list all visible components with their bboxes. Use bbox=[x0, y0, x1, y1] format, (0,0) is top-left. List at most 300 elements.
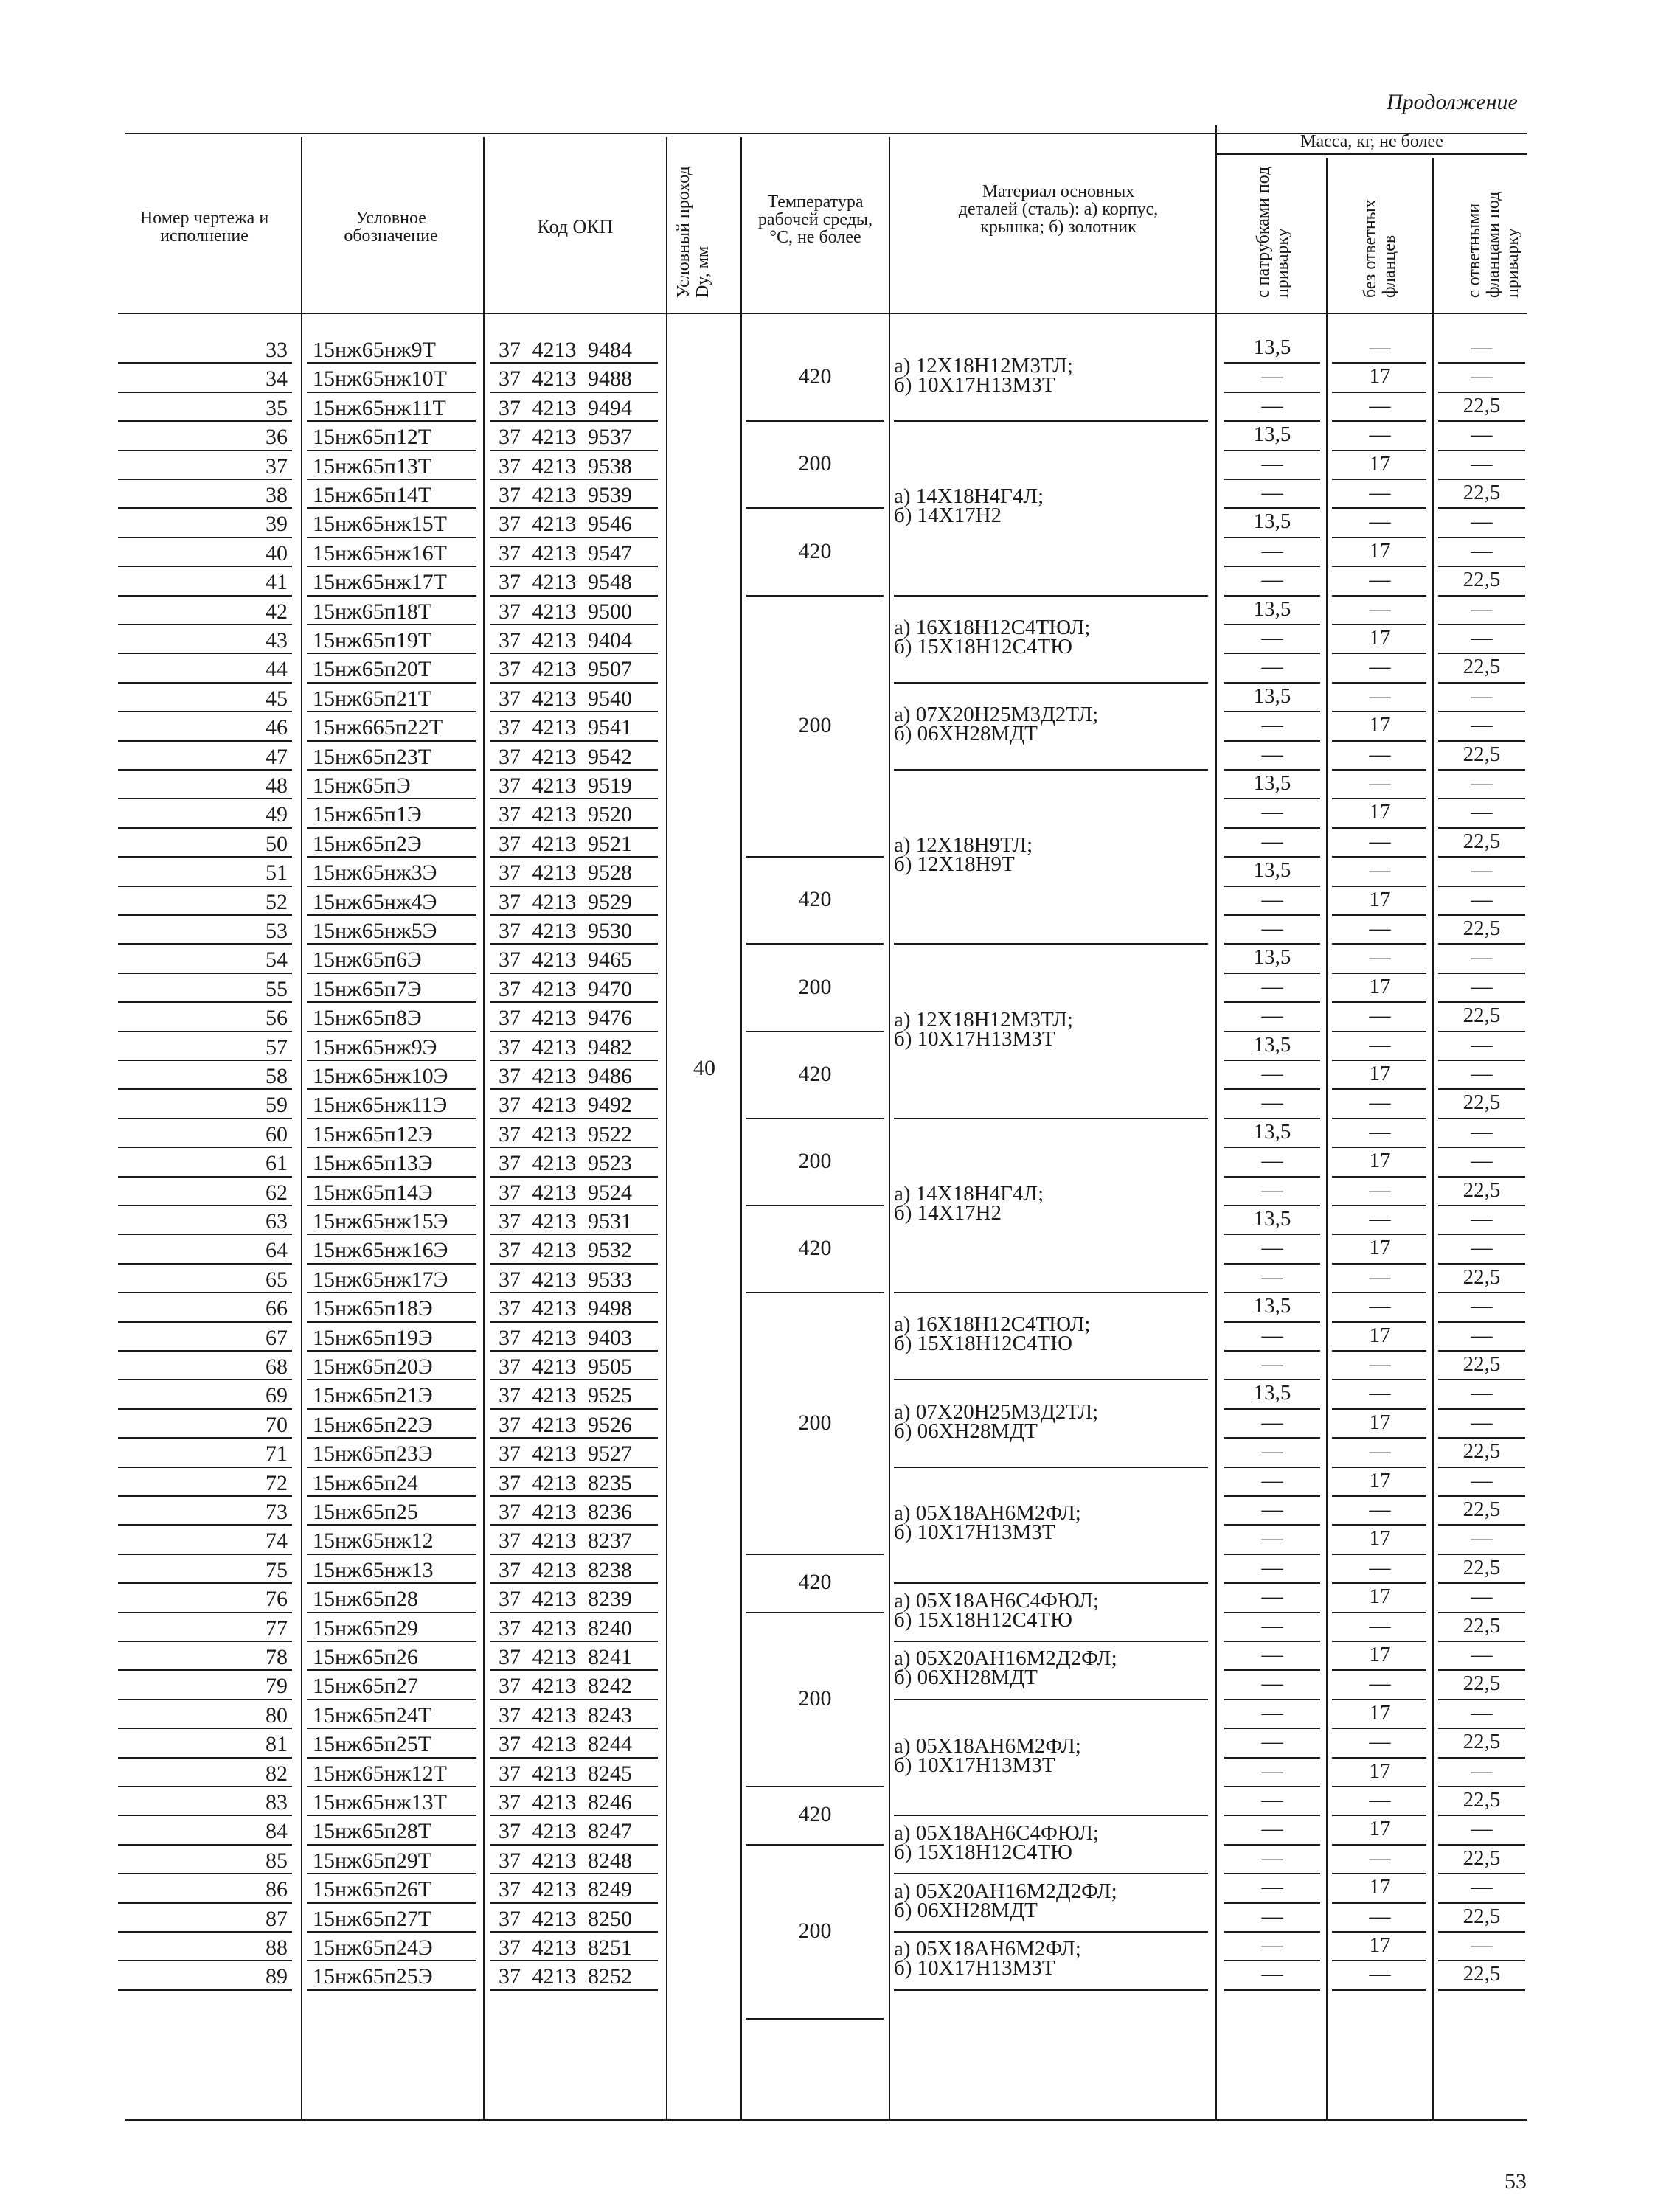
row-rule bbox=[307, 1031, 476, 1032]
mass-weld-value: — bbox=[1261, 829, 1283, 853]
row-designation: 15нж65нж17Т bbox=[313, 570, 447, 595]
material-disc: б) 10Х17Н13М3Т bbox=[894, 1753, 1055, 1777]
row-rule bbox=[307, 1147, 476, 1148]
mass-with-flanges-value: — bbox=[1471, 1236, 1493, 1260]
mass-no-flanges-value: 17 bbox=[1369, 1585, 1391, 1609]
material-body: а) 14Х18Н4Г4Л; bbox=[894, 1182, 1044, 1206]
row-designation: 15нж65нж9Э bbox=[313, 1034, 437, 1060]
mass-with-flanges-value: — bbox=[1471, 1294, 1493, 1318]
header-mass-weld: с патрубками под приварку bbox=[1254, 166, 1292, 298]
mass-with-flanges-value: — bbox=[1471, 597, 1493, 621]
row-rule bbox=[490, 1001, 658, 1003]
row-okp-code: 37 4213 9520 bbox=[499, 802, 632, 827]
material-group-rule bbox=[894, 1989, 1208, 1991]
row-rule bbox=[307, 450, 476, 451]
header-mass-with-flanges: с ответными фланцами под приварку bbox=[1465, 191, 1522, 298]
row-rule bbox=[307, 507, 476, 509]
row-rule bbox=[490, 1147, 658, 1148]
row-number: 89 bbox=[266, 1964, 288, 1989]
row-rule bbox=[490, 1118, 658, 1119]
mass-no-flanges-value: — bbox=[1369, 1730, 1391, 1754]
row-rule bbox=[490, 1786, 658, 1787]
row-rule bbox=[490, 769, 658, 771]
material-group-rule bbox=[894, 1582, 1208, 1584]
mass-with-flanges-value: — bbox=[1471, 1062, 1493, 1085]
mass-rule bbox=[1438, 1989, 1525, 1991]
row-rule bbox=[118, 1379, 292, 1380]
row-okp-code: 37 4213 9507 bbox=[499, 657, 632, 682]
row-rule bbox=[118, 682, 292, 684]
row-number: 74 bbox=[266, 1528, 288, 1554]
row-designation: 15нж65п24 bbox=[313, 1470, 418, 1495]
temperature-value: 420 bbox=[798, 538, 832, 563]
row-rule bbox=[490, 914, 658, 916]
row-rule bbox=[307, 595, 476, 597]
row-rule bbox=[307, 1060, 476, 1061]
mass-no-flanges-value: 17 bbox=[1369, 1817, 1391, 1841]
row-designation: 15нж65п24Э bbox=[313, 1935, 433, 1960]
row-okp-code: 37 4213 9484 bbox=[499, 338, 632, 362]
col-divider bbox=[1432, 158, 1434, 2119]
mass-weld-value: — bbox=[1261, 1613, 1283, 1638]
row-okp-code: 37 4213 8235 bbox=[499, 1470, 632, 1495]
mass-with-flanges-value: — bbox=[1471, 1643, 1493, 1666]
row-number: 41 bbox=[266, 570, 288, 595]
row-number: 51 bbox=[266, 860, 288, 886]
row-rule bbox=[118, 856, 292, 858]
material-disc: б) 12Х18Н9Т bbox=[894, 852, 1015, 877]
row-rule bbox=[490, 1844, 658, 1846]
row-designation: 15нж65нж15Т bbox=[313, 512, 447, 537]
mass-no-flanges-value: — bbox=[1369, 1962, 1391, 1986]
header-temperature: Температура рабочей среды, °С, не более bbox=[757, 192, 873, 247]
row-rule bbox=[307, 943, 476, 945]
row-number: 56 bbox=[266, 1006, 288, 1031]
mass-no-flanges-value: — bbox=[1369, 655, 1391, 679]
row-okp-code: 37 4213 9500 bbox=[499, 599, 632, 624]
mass-no-flanges-value: — bbox=[1369, 568, 1391, 592]
material-body: а) 12Х18Н12М3ТЛ; bbox=[894, 354, 1073, 378]
row-rule bbox=[490, 1031, 658, 1032]
mass-with-flanges-value: 22,5 bbox=[1462, 1672, 1501, 1696]
row-rule bbox=[490, 1234, 658, 1235]
temperature-group-rule bbox=[746, 1292, 884, 1293]
row-okp-code: 37 4213 8247 bbox=[499, 1819, 632, 1844]
mass-no-flanges-value: 17 bbox=[1369, 800, 1391, 824]
temperature-value: 420 bbox=[798, 1236, 832, 1261]
row-okp-code: 37 4213 9527 bbox=[499, 1441, 632, 1467]
row-rule bbox=[118, 1467, 292, 1468]
mass-weld-value: — bbox=[1261, 1439, 1283, 1464]
row-rule bbox=[307, 1815, 476, 1816]
row-designation: 15нж65нж5Э bbox=[313, 919, 437, 943]
mass-no-flanges-value: — bbox=[1369, 509, 1391, 534]
mass-with-flanges-value: 22,5 bbox=[1462, 1091, 1501, 1115]
temperature-group-rule bbox=[746, 2018, 884, 2020]
mass-with-flanges-value: — bbox=[1471, 1119, 1493, 1144]
row-rule bbox=[118, 1001, 292, 1003]
mass-weld-value: — bbox=[1261, 1178, 1283, 1202]
row-okp-code: 37 4213 9403 bbox=[499, 1325, 632, 1350]
mass-with-flanges-value: 22,5 bbox=[1462, 829, 1501, 853]
row-rule bbox=[118, 1147, 292, 1148]
row-okp-code: 37 4213 8241 bbox=[499, 1645, 632, 1669]
row-number: 57 bbox=[266, 1034, 288, 1060]
row-rule bbox=[490, 1641, 658, 1642]
row-okp-code: 37 4213 8240 bbox=[499, 1615, 632, 1641]
temperature-group-rule bbox=[746, 1031, 884, 1032]
row-rule bbox=[307, 1467, 476, 1468]
mass-weld-value: — bbox=[1261, 1062, 1283, 1085]
row-designation: 15нж65п1Э bbox=[313, 802, 422, 827]
row-designation: 15нж65п23Э bbox=[313, 1441, 433, 1467]
row-number: 40 bbox=[266, 540, 288, 566]
material-disc: б) 15Х18Н12С4ТЮ bbox=[894, 634, 1072, 658]
material-body: а) 05Х18АН6М2ФЛ; bbox=[894, 1937, 1081, 1961]
row-okp-code: 37 4213 9532 bbox=[499, 1238, 632, 1263]
material-disc: б) 10Х17Н13М3Т bbox=[894, 1520, 1055, 1545]
row-rule bbox=[490, 1873, 658, 1874]
row-rule bbox=[307, 1554, 476, 1555]
mass-weld-value: — bbox=[1261, 538, 1283, 563]
mass-with-flanges-value: 22,5 bbox=[1462, 1498, 1501, 1521]
row-rule bbox=[118, 827, 292, 829]
row-rule bbox=[490, 479, 658, 480]
temperature-value: 200 bbox=[798, 712, 832, 737]
mass-no-flanges-value: — bbox=[1369, 1004, 1391, 1028]
row-okp-code: 37 4213 8238 bbox=[499, 1557, 632, 1582]
row-rule bbox=[118, 507, 292, 509]
row-rule bbox=[490, 392, 658, 393]
mass-no-flanges-value: 17 bbox=[1369, 1149, 1391, 1173]
row-okp-code: 37 4213 9528 bbox=[499, 860, 632, 886]
row-designation: 15нж65нж4Э bbox=[313, 889, 437, 914]
mass-no-flanges-value: 17 bbox=[1369, 538, 1391, 563]
mass-weld-value: — bbox=[1261, 713, 1283, 737]
mass-no-flanges-value: — bbox=[1369, 1265, 1391, 1289]
row-rule bbox=[307, 1902, 476, 1904]
mass-no-flanges-value: 17 bbox=[1369, 1410, 1391, 1434]
row-rule bbox=[118, 1234, 292, 1235]
row-rule bbox=[490, 1989, 658, 1991]
row-designation: 15нж65п20Э bbox=[313, 1354, 433, 1379]
row-designation: 15нж65нж9Т bbox=[313, 338, 436, 362]
row-okp-code: 37 4213 9524 bbox=[499, 1180, 632, 1205]
material-body: а) 05Х18АН6М2ФЛ; bbox=[894, 1733, 1081, 1758]
mass-with-flanges-value: 22,5 bbox=[1462, 1904, 1501, 1928]
mass-with-flanges-value: — bbox=[1471, 538, 1493, 563]
temperature-group-rule bbox=[746, 1118, 884, 1119]
row-rule bbox=[118, 1118, 292, 1119]
row-number: 60 bbox=[266, 1121, 288, 1147]
material-disc: б) 15Х18Н12С4ТЮ bbox=[894, 1332, 1072, 1356]
row-rule bbox=[118, 1350, 292, 1352]
mass-no-flanges-value: 17 bbox=[1369, 1468, 1391, 1492]
row-okp-code: 37 4213 9547 bbox=[499, 540, 632, 566]
row-rule bbox=[307, 1205, 476, 1206]
mass-with-flanges-value: — bbox=[1471, 1875, 1493, 1899]
row-okp-code: 37 4213 9538 bbox=[499, 453, 632, 479]
mass-no-flanges-value: — bbox=[1369, 335, 1391, 359]
row-number: 64 bbox=[266, 1238, 288, 1263]
header-mass: Масса, кг, не более bbox=[1300, 132, 1443, 151]
mass-no-flanges-value: 17 bbox=[1369, 974, 1391, 998]
row-rule bbox=[307, 1931, 476, 1933]
mass-with-flanges-value: 22,5 bbox=[1462, 1265, 1501, 1289]
mass-no-flanges-value: — bbox=[1369, 945, 1391, 970]
material-group-rule bbox=[894, 943, 1208, 945]
row-okp-code: 37 4213 9505 bbox=[499, 1354, 632, 1379]
row-designation: 15нж65п18Э bbox=[313, 1296, 433, 1321]
material-group-rule bbox=[894, 769, 1208, 771]
row-rule bbox=[118, 1844, 292, 1846]
col-divider bbox=[1326, 158, 1328, 2119]
row-number: 42 bbox=[266, 599, 288, 624]
row-rule bbox=[490, 507, 658, 509]
row-rule bbox=[490, 1524, 658, 1526]
material-group-rule bbox=[894, 1815, 1208, 1816]
row-rule bbox=[118, 1582, 292, 1584]
mass-weld-value: 13,5 bbox=[1253, 1119, 1291, 1144]
mass-weld-value: — bbox=[1261, 1730, 1283, 1754]
mass-with-flanges-value: — bbox=[1471, 1149, 1493, 1173]
mass-with-flanges-value: — bbox=[1471, 1759, 1493, 1783]
material-disc: б) 06ХН28МДТ bbox=[894, 1666, 1038, 1690]
row-number: 38 bbox=[266, 483, 288, 507]
row-designation: 15нж65п23Т bbox=[313, 744, 432, 769]
row-rule bbox=[490, 1263, 658, 1265]
row-designation: 15нж65п19Т bbox=[313, 628, 432, 653]
mass-weld-value: — bbox=[1261, 451, 1283, 476]
row-designation: 15нж65нж10Э bbox=[313, 1064, 448, 1088]
row-rule bbox=[118, 798, 292, 799]
temperature-value: 420 bbox=[798, 1061, 832, 1086]
row-designation: 15нж65нж11Э bbox=[313, 1093, 448, 1118]
row-rule bbox=[490, 624, 658, 625]
row-rule bbox=[307, 1989, 476, 1991]
row-number: 76 bbox=[266, 1587, 288, 1612]
mass-with-flanges-value: — bbox=[1471, 422, 1493, 447]
row-number: 39 bbox=[266, 512, 288, 537]
mass-with-flanges-value: — bbox=[1471, 771, 1493, 795]
mass-weld-value: — bbox=[1261, 1468, 1283, 1492]
row-number: 86 bbox=[266, 1877, 288, 1902]
row-number: 80 bbox=[266, 1703, 288, 1728]
mass-no-flanges-value: — bbox=[1369, 481, 1391, 504]
row-rule bbox=[490, 1292, 658, 1293]
row-rule bbox=[118, 1321, 292, 1323]
row-okp-code: 37 4213 9533 bbox=[499, 1267, 632, 1292]
mass-subheader-rule bbox=[1215, 153, 1527, 155]
mass-with-flanges-value: 22,5 bbox=[1462, 655, 1501, 679]
mass-no-flanges-value: — bbox=[1369, 1381, 1391, 1405]
row-okp-code: 37 4213 9498 bbox=[499, 1296, 632, 1321]
row-rule bbox=[490, 1408, 658, 1410]
row-rule bbox=[307, 1408, 476, 1410]
mass-weld-value: — bbox=[1261, 1236, 1283, 1260]
row-okp-code: 37 4213 9492 bbox=[499, 1093, 632, 1118]
mass-weld-value: — bbox=[1261, 1672, 1283, 1696]
row-designation: 15нж65п12Т bbox=[313, 425, 432, 450]
material-body: а) 05Х20АН16М2Д2ФЛ; bbox=[894, 1879, 1117, 1903]
row-number: 53 bbox=[266, 919, 288, 943]
header-designation: Условное обозначение bbox=[344, 209, 438, 246]
row-rule bbox=[118, 769, 292, 771]
mass-weld-value: — bbox=[1261, 1904, 1283, 1928]
material-group-rule bbox=[894, 1118, 1208, 1119]
mass-no-flanges-value: — bbox=[1369, 829, 1391, 853]
row-rule bbox=[118, 1757, 292, 1759]
row-number: 50 bbox=[266, 831, 288, 856]
row-designation: 15нж65п25Т bbox=[313, 1732, 432, 1757]
temperature-value: 200 bbox=[798, 1686, 832, 1711]
mass-with-flanges-value: — bbox=[1471, 1526, 1493, 1551]
row-designation: 15нж65нж13 bbox=[313, 1557, 434, 1582]
mass-with-flanges-value: — bbox=[1471, 451, 1493, 476]
material-body: а) 16Х18Н12С4ТЮЛ; bbox=[894, 615, 1091, 639]
row-rule bbox=[118, 392, 292, 393]
temperature-group-rule bbox=[746, 420, 884, 422]
row-designation: 15нж65п12Э bbox=[313, 1121, 433, 1147]
mass-no-flanges-value: 17 bbox=[1369, 1933, 1391, 1957]
row-rule bbox=[490, 362, 658, 364]
row-rule bbox=[307, 1641, 476, 1642]
material-disc: б) 10Х17Н13М3Т bbox=[894, 1026, 1055, 1051]
temperature-value: 420 bbox=[798, 887, 832, 912]
row-number: 46 bbox=[266, 715, 288, 740]
header-nominal-diameter: Условный проход Dy, мм bbox=[674, 166, 712, 298]
row-rule bbox=[490, 798, 658, 799]
mass-weld-value: 13,5 bbox=[1253, 422, 1291, 447]
row-rule bbox=[307, 914, 476, 916]
row-rule bbox=[490, 1699, 658, 1700]
header-material: Материал основных деталей (сталь): а) корпус, крышка; б) золотник bbox=[958, 182, 1159, 237]
row-number: 33 bbox=[266, 338, 288, 362]
temperature-group-rule bbox=[746, 943, 884, 945]
mass-with-flanges-value: — bbox=[1471, 1933, 1493, 1957]
row-rule bbox=[307, 1757, 476, 1759]
row-rule bbox=[118, 1873, 292, 1874]
mass-no-flanges-value: — bbox=[1369, 1846, 1391, 1870]
mass-with-flanges-value: — bbox=[1471, 1207, 1493, 1231]
row-okp-code: 37 4213 8237 bbox=[499, 1528, 632, 1554]
mass-weld-value: 13,5 bbox=[1253, 858, 1291, 883]
row-number: 65 bbox=[266, 1267, 288, 1292]
row-okp-code: 37 4213 8249 bbox=[499, 1877, 632, 1902]
row-rule bbox=[490, 595, 658, 597]
row-rule bbox=[307, 1379, 476, 1380]
row-rule bbox=[307, 1234, 476, 1235]
mass-with-flanges-value: — bbox=[1471, 858, 1493, 883]
row-designation: 15нж65нж11Т bbox=[313, 395, 446, 420]
row-rule bbox=[118, 362, 292, 364]
row-rule bbox=[307, 1088, 476, 1090]
row-number: 61 bbox=[266, 1151, 288, 1176]
row-okp-code: 37 4213 8244 bbox=[499, 1732, 632, 1757]
mass-weld-value: 13,5 bbox=[1253, 1294, 1291, 1318]
row-rule bbox=[307, 711, 476, 712]
row-rule bbox=[490, 682, 658, 684]
mass-no-flanges-value: — bbox=[1369, 917, 1391, 940]
material-group-rule bbox=[894, 420, 1208, 422]
row-rule bbox=[307, 1292, 476, 1293]
row-rule bbox=[307, 566, 476, 567]
row-rule bbox=[490, 1205, 658, 1206]
row-number: 58 bbox=[266, 1064, 288, 1088]
mass-weld-value: 13,5 bbox=[1253, 1381, 1291, 1405]
mass-rule bbox=[1224, 1989, 1320, 1991]
mass-no-flanges-value: — bbox=[1369, 771, 1391, 795]
row-number: 69 bbox=[266, 1383, 288, 1408]
mass-no-flanges-value: — bbox=[1369, 393, 1391, 417]
mass-with-flanges-value: — bbox=[1471, 626, 1493, 650]
header-drawing-number: Номер чертежа и исполнение bbox=[139, 209, 269, 246]
row-rule bbox=[118, 914, 292, 916]
col-divider bbox=[889, 137, 890, 2119]
row-rule bbox=[118, 1292, 292, 1293]
col-divider bbox=[1215, 125, 1217, 2119]
row-designation: 15нж65п25 bbox=[313, 1500, 418, 1524]
row-rule bbox=[490, 1088, 658, 1090]
row-rule bbox=[307, 827, 476, 829]
mass-weld-value: — bbox=[1261, 1875, 1283, 1899]
row-rule bbox=[307, 856, 476, 858]
row-number: 44 bbox=[266, 657, 288, 682]
row-rule bbox=[307, 1728, 476, 1729]
mass-weld-value: — bbox=[1261, 1788, 1283, 1812]
row-rule bbox=[118, 1815, 292, 1816]
row-okp-code: 37 4213 8246 bbox=[499, 1790, 632, 1815]
row-rule bbox=[307, 1437, 476, 1439]
temperature-group-rule bbox=[746, 1205, 884, 1206]
row-rule bbox=[307, 1321, 476, 1323]
row-number: 63 bbox=[266, 1209, 288, 1234]
row-okp-code: 37 4213 9494 bbox=[499, 395, 632, 420]
mass-weld-value: — bbox=[1261, 1149, 1283, 1173]
row-rule bbox=[118, 1960, 292, 1961]
row-rule bbox=[307, 1263, 476, 1265]
row-number: 72 bbox=[266, 1470, 288, 1495]
row-okp-code: 37 4213 8248 bbox=[499, 1848, 632, 1873]
material-disc: б) 14Х17Н2 bbox=[894, 504, 1002, 528]
mass-with-flanges-value: — bbox=[1471, 1381, 1493, 1405]
mass-weld-value: — bbox=[1261, 917, 1283, 940]
material-disc: б) 15Х18Н12С4ТЮ bbox=[894, 1840, 1072, 1864]
row-rule bbox=[118, 1669, 292, 1671]
mass-weld-value: — bbox=[1261, 1585, 1283, 1609]
mass-no-flanges-value: — bbox=[1369, 1498, 1391, 1521]
row-number: 59 bbox=[266, 1093, 288, 1118]
mass-no-flanges-value: 17 bbox=[1369, 713, 1391, 737]
mass-with-flanges-value: 22,5 bbox=[1462, 1788, 1501, 1812]
row-rule bbox=[490, 537, 658, 538]
row-okp-code: 37 4213 9476 bbox=[499, 1006, 632, 1031]
mass-with-flanges-value: 22,5 bbox=[1462, 1352, 1501, 1376]
row-okp-code: 37 4213 9404 bbox=[499, 628, 632, 653]
row-rule bbox=[307, 886, 476, 887]
row-rule bbox=[118, 886, 292, 887]
mass-no-flanges-value: — bbox=[1369, 1178, 1391, 1202]
mass-with-flanges-value: — bbox=[1471, 1585, 1493, 1609]
row-designation: 15нж65п20Т bbox=[313, 657, 432, 682]
row-number: 36 bbox=[266, 425, 288, 450]
mass-with-flanges-value: — bbox=[1471, 335, 1493, 359]
row-rule bbox=[490, 1612, 658, 1613]
row-rule bbox=[307, 973, 476, 974]
mass-weld-value: — bbox=[1261, 1004, 1283, 1028]
row-designation: 15нж65нж12Т bbox=[313, 1761, 447, 1786]
mass-no-flanges-value: — bbox=[1369, 1788, 1391, 1812]
